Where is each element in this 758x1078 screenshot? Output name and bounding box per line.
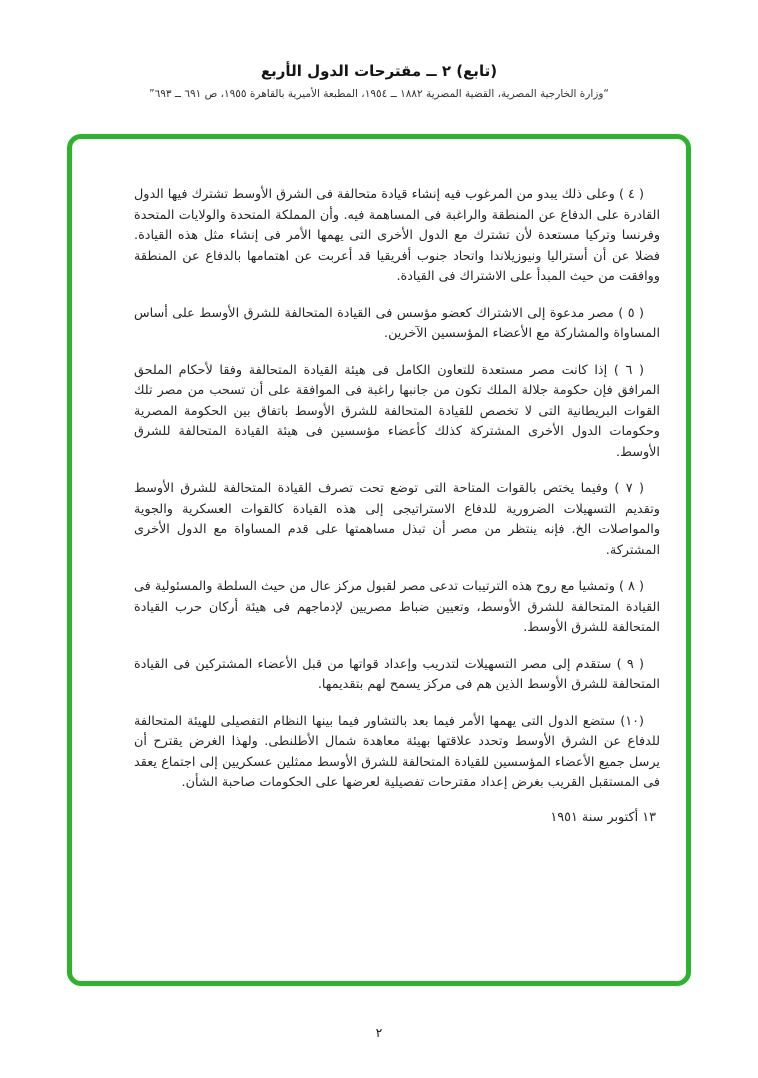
paragraph-number: ( ٥ ) [618, 305, 644, 321]
paragraph-text: وعلى ذلك يبدو من المرغوب فيه إنشاء قيادة متحالفة فى الشرق الأوسط تشترك فيها الدول القادرة على الدفاع عن المنطقة والراغبة فى المساهمة فيه. وأن المملكة المتحدة والولايات المتحدة وفرنسا وتركيا مستعدة لأن تشترك مع الدول الأخرى التى يهمها الأمر فى إنشاء مثل هذه القيادة. فضلا عن أن أستراليا ونيوزيلاندا واتحاد جنوب أفريقيا قد أعربت عن اهتمامها بالدفاع عن المنطقة ووافقت من حيث المبدأ على الاشتراك فى القيادة. [134, 187, 660, 284]
paragraph-number: ( ٦ ) [613, 362, 645, 378]
paragraph-text: وتمشيا مع روح هذه الترتيبات تدعى مصر لقبول مركز عال من حيث السلطة والمسئولية فى القيادة المتحالفة للشرق الأوسط، وتعيين ضباط مصريين لإدماجهم فى هيئة أركان حرب القيادة المتحالفة للشرق الأوسط. [134, 579, 660, 635]
paragraph [134, 655, 660, 696]
paragraph-text: ستضع الدول التى يهمها الأمر فيما بعد بالتشاور فيما بينها النظام التفصيلى للهيئة المتحالفة للدفاع عن الشرق الأوسط وتحدد علاقتها بهيئة معاهدة شمال الأطلنطى. ولهذا الغرض يقترح أن يرسل جميع الأعضاء المؤسسين للقيادة المتحالفة للشرق الأوسط ممثلين عسكريين إلى اجتماع يعقد فى المستقبل القريب بغرض إعداد مقترحات تفصيلية لعرضها على الحكومات صاحبة الشأن. [134, 713, 660, 790]
paragraph-number: ( ٤ ) [618, 187, 645, 202]
paragraph-text: وفيما يختص بالقوات المتاحة التى توضع تحت تصرف القيادة المتحالفة للشرق الأوسط وتقديم التسهيلات الضرورية للدفاع الاستراتيجى إلى هذه القيادة كالقوات العسكرية والجوية والمواصلات الخ. فإنه ينتظر من مصر أن تبذل مساهمتها على قدم المساواة مع الدول الأخرى المشتركة. [134, 481, 660, 558]
paragraph [134, 361, 660, 464]
paragraph [134, 577, 660, 639]
document-header [0, 0, 758, 100]
paragraph-number: ( ٩ ) [616, 656, 644, 672]
paragraph [134, 712, 660, 794]
paragraph-number: (١٠) [620, 713, 644, 729]
paragraph-number: ( ٨ ) [618, 579, 644, 594]
document-source-citation: “وزارة الخارجية المصرية، القضية المصرية ١٨٨٢ ــ ١٩٥٤، المطبعة الأميرية بالقاهرة ١٩٥٥، ص ٦٩١ ــ ٦٩٣” [149, 88, 609, 100]
paragraph [134, 185, 660, 288]
document-title: (تابع) ٢ ــ مقترحات الدول الأربع [260, 62, 498, 80]
paragraph-text: إذا كانت مصر مستعدة للتعاون الكامل فى هيئة القيادة المتحالفة وفقا لأحكام الملحق المرافق فإن حكومة جلالة الملك تكون من جانبها راغبة فى الموافقة على أن تسحب من مصر تلك القوات البريطانية التى لا تخصص للقيادة المتحالفة للشرق الأوسط باتفاق بين الحكومة المصرية وحكومات الدول الأخرى المشتركة كذلك كأعضاء مؤسسين فى هيئة القيادة المتحالفة للشرق الأوسط. [134, 362, 660, 460]
highlight-box [67, 134, 691, 986]
paragraph-text: مصر مدعوة إلى الاشتراك كعضو مؤسس فى القيادة المتحالفة للشرق الأوسط على أساس المساواة والمشاركة مع الأعضاء المؤسسين الآخرين. [134, 305, 660, 341]
page-number: ٢ [375, 1025, 383, 1040]
paragraph-number: ( ٧ ) [614, 481, 644, 496]
paragraph [134, 479, 660, 561]
paragraph-text: ستقدم إلى مصر التسهيلات لتدريب وإعداد قواتها من قبل الأعضاء المشتركين فى القيادة المتحالفة للشرق الأوسط الذين هم فى مركز يسمح لهم بتقديمها. [134, 656, 660, 692]
date-line: ١٣ أكتوبر سنة ١٩٥١ [550, 809, 656, 825]
paragraph [134, 304, 660, 345]
